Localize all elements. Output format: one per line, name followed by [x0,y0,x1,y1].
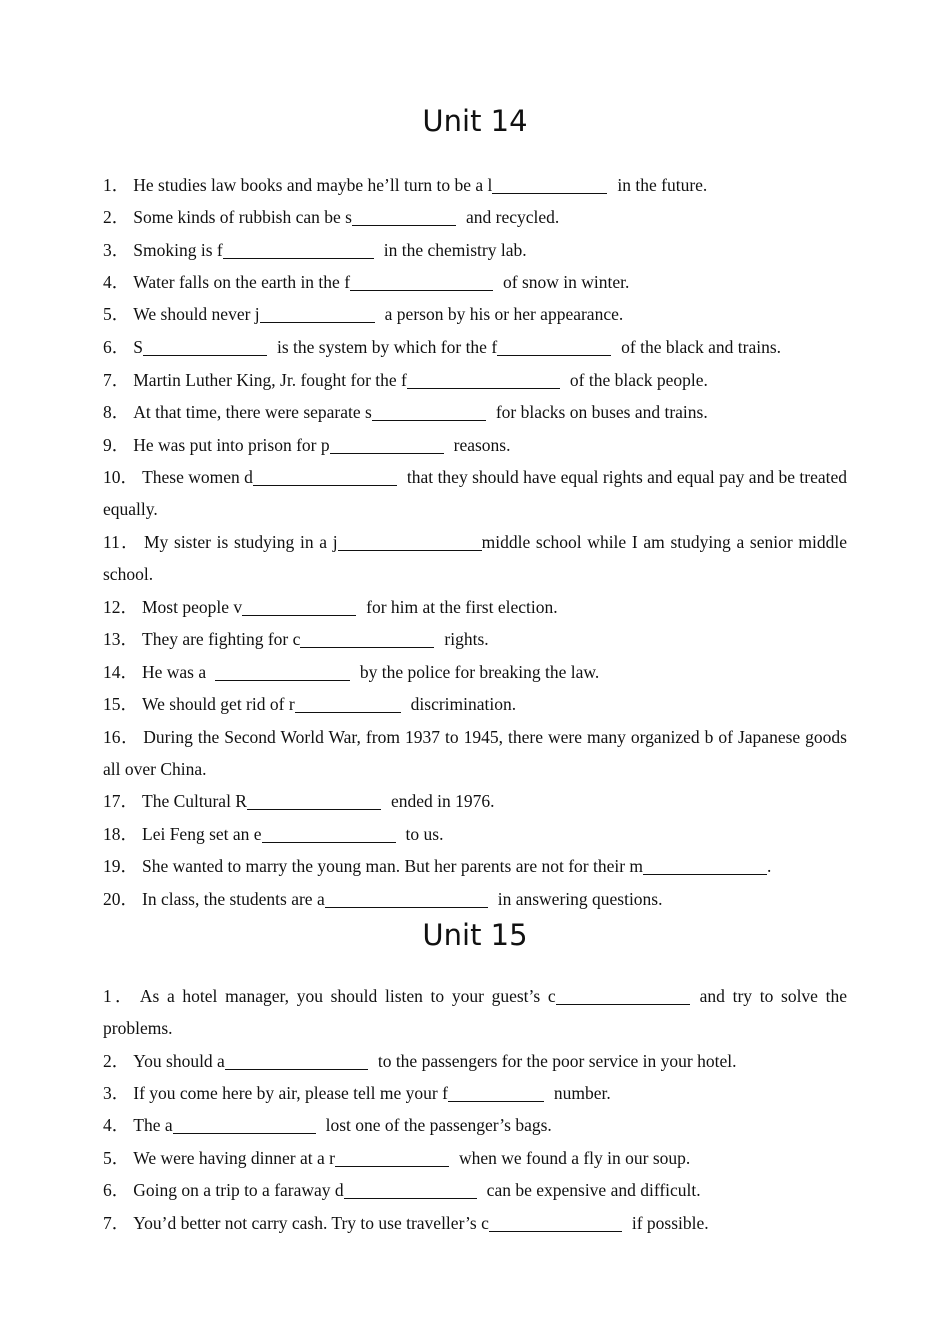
question-text-after: of the black and trains. [621,337,782,357]
unit-14-question-20 [103,883,847,915]
answer-blank-2[interactable] [497,335,611,356]
question-text: At that time, there were separate s [133,402,372,422]
answer-blank[interactable] [295,692,401,713]
question-text-after: to us. [405,824,444,844]
question-text: My sister is studying in a j [144,532,338,552]
question-text: If you come here by air, please tell me your f [133,1083,448,1103]
question-number: 16． [103,727,140,747]
question-number: 11． [103,532,140,552]
unit-14-question-18 [103,818,847,850]
question-text: The a [133,1115,173,1135]
question-number: 4． [103,272,130,292]
question-text-after: reasons. [453,435,511,455]
answer-blank[interactable] [330,433,444,454]
answer-blank[interactable] [325,887,488,908]
question-text-after: lost one of the passenger’s bags. [325,1115,552,1135]
answer-blank[interactable] [489,1211,622,1232]
question-text-after: for him at the first election. [366,597,558,617]
question-text: Smoking is f [133,240,223,260]
question-text: We should get rid of r [142,694,295,714]
answer-blank[interactable] [448,1081,544,1102]
question-number: 8． [103,402,130,422]
question-text: She wanted to marry the young man. But her parents are not for their m [142,856,644,876]
unit-14-question-5 [103,298,847,330]
question-text: Some kinds of rubbish can be s [133,207,352,227]
question-text-after: discrimination. [410,694,517,714]
unit-14-question-16 [103,721,847,786]
question-text: He was a [142,662,207,682]
question-number: 1． [103,986,136,1006]
answer-blank[interactable] [643,854,767,875]
unit-14-question-13 [103,623,847,655]
answer-blank[interactable] [556,984,690,1005]
unit-14-question-4 [103,266,847,298]
question-text-middle: is the system by which for the f [276,337,498,357]
question-text: They are fighting for c [142,629,301,649]
question-text: Most people v [142,597,243,617]
answer-blank[interactable] [344,1178,477,1199]
question-text-after: for blacks on buses and trains. [495,402,708,422]
question-text: We were having dinner at a r [133,1148,335,1168]
answer-blank[interactable] [335,1146,449,1167]
unit-15-question-3 [103,1077,847,1109]
answer-blank[interactable] [260,302,375,323]
question-number: 12． [103,597,138,617]
unit-14-question-11 [103,526,847,591]
question-number: 20． [103,889,138,909]
unit-15-question-6 [103,1174,847,1206]
question-text: We should never j [133,304,260,324]
question-text-after: and recycled. [465,207,560,227]
unit-15-title: Unit 15 [422,918,528,952]
question-number: 9． [103,435,130,455]
unit-14-question-6 [103,331,847,363]
question-text-after: in answering questions. [497,889,663,909]
question-text-after: can be expensive and difficult. [486,1180,701,1200]
answer-blank-1[interactable] [143,335,267,356]
question-text: He studies law books and maybe he’ll turn to be a l [133,175,493,195]
answer-blank[interactable] [407,368,560,389]
question-text-after: of the black people. [569,370,708,390]
question-number: 14． [103,662,138,682]
unit-14-question-15 [103,688,847,720]
unit-14-question-8 [103,396,847,428]
question-number: 1． [103,175,130,195]
question-number: 5． [103,304,130,324]
question-number: 2． [103,207,130,227]
question-number: 6． [103,337,130,357]
question-number: 3． [103,1083,130,1103]
question-number: 7． [103,1213,130,1233]
unit-14-question-19 [103,850,847,882]
unit-15-question-1 [103,980,847,1045]
unit-15-question-5 [103,1142,847,1174]
answer-blank[interactable] [223,238,374,259]
question-text: The Cultural R [142,791,247,811]
question-text-after: of snow in winter. [503,272,630,292]
question-text: You should a [133,1051,225,1071]
question-text-after: in the future. [617,175,708,195]
answer-blank[interactable] [262,822,396,843]
question-text-after: a person by his or her appearance. [384,304,624,324]
question-number: 6． [103,1180,130,1200]
answer-blank[interactable] [492,173,607,194]
question-text-after: and try to solve the problems. [103,986,848,1039]
question-text-after: if possible. [631,1213,709,1233]
question-text: S [133,337,143,357]
answer-blank[interactable] [225,1049,368,1070]
unit-14-question-14 [103,656,847,688]
question-text: He was put into prison for p [133,435,330,455]
answer-blank[interactable] [173,1113,316,1134]
question-text-after: . [767,856,772,876]
question-text-after: number. [553,1083,611,1103]
answer-blank[interactable] [247,789,381,810]
question-text-after: ended in 1976. [390,791,495,811]
answer-blank[interactable] [372,400,486,421]
question-text: These women d [142,467,253,487]
answer-blank[interactable] [242,595,356,616]
unit-15-question-2 [103,1045,847,1077]
question-text: Going on a trip to a faraway d [133,1180,344,1200]
question-number: 3． [103,240,130,260]
answer-blank[interactable] [338,530,482,551]
question-number: 10． [103,467,139,487]
unit-14-question-2 [103,201,847,233]
question-text: As a hotel manager, you should listen to your guest’s c [139,986,556,1006]
unit-14-question-1 [103,169,847,201]
unit-14-question-10 [103,461,847,526]
question-number: 18． [103,824,138,844]
answer-blank[interactable] [215,660,350,681]
question-number: 4． [103,1115,130,1135]
answer-blank[interactable] [253,465,397,486]
unit-14-question-7 [103,364,847,396]
question-number: 2． [103,1051,130,1071]
question-text-after: when we found a fly in our soup. [458,1148,691,1168]
question-number: 5． [103,1148,130,1168]
answer-blank[interactable] [350,270,493,291]
unit-14-question-12 [103,591,847,623]
unit-14-question-9 [103,429,847,461]
question-text: During the Second World War, from 1937 to 1945, there were many organized b of Japanese goods all over China. [103,727,847,780]
question-text: Martin Luther King, Jr. fought for the f [133,370,407,390]
question-text-after: middle school while I am studying a senior middle school. [103,532,847,585]
answer-blank[interactable] [300,627,434,648]
unit-15-question-7 [103,1207,847,1239]
question-text-after: that they should have equal rights and equal pay and be treated equally. [103,467,847,520]
unit-15-question-4 [103,1109,847,1141]
question-text-after: by the police for breaking the law. [359,662,600,682]
question-text-after: rights. [444,629,489,649]
question-text: Water falls on the earth in the f [133,272,351,292]
question-text: You’d better not carry cash. Try to use traveller’s c [133,1213,489,1233]
unit-14-title: Unit 14 [422,104,528,138]
question-text-after: to the passengers for the poor service in your hotel. [377,1051,737,1071]
question-text-after: in the chemistry lab. [383,240,527,260]
question-number: 19． [103,856,138,876]
question-number: 7． [103,370,130,390]
unit-14-question-17 [103,785,847,817]
question-text: In class, the students are a [142,889,325,909]
answer-blank[interactable] [352,205,456,226]
unit-14-question-3 [103,234,847,266]
question-number: 13． [103,629,138,649]
question-text: Lei Feng set an e [142,824,262,844]
question-number: 17． [103,791,138,811]
question-number: 15． [103,694,138,714]
